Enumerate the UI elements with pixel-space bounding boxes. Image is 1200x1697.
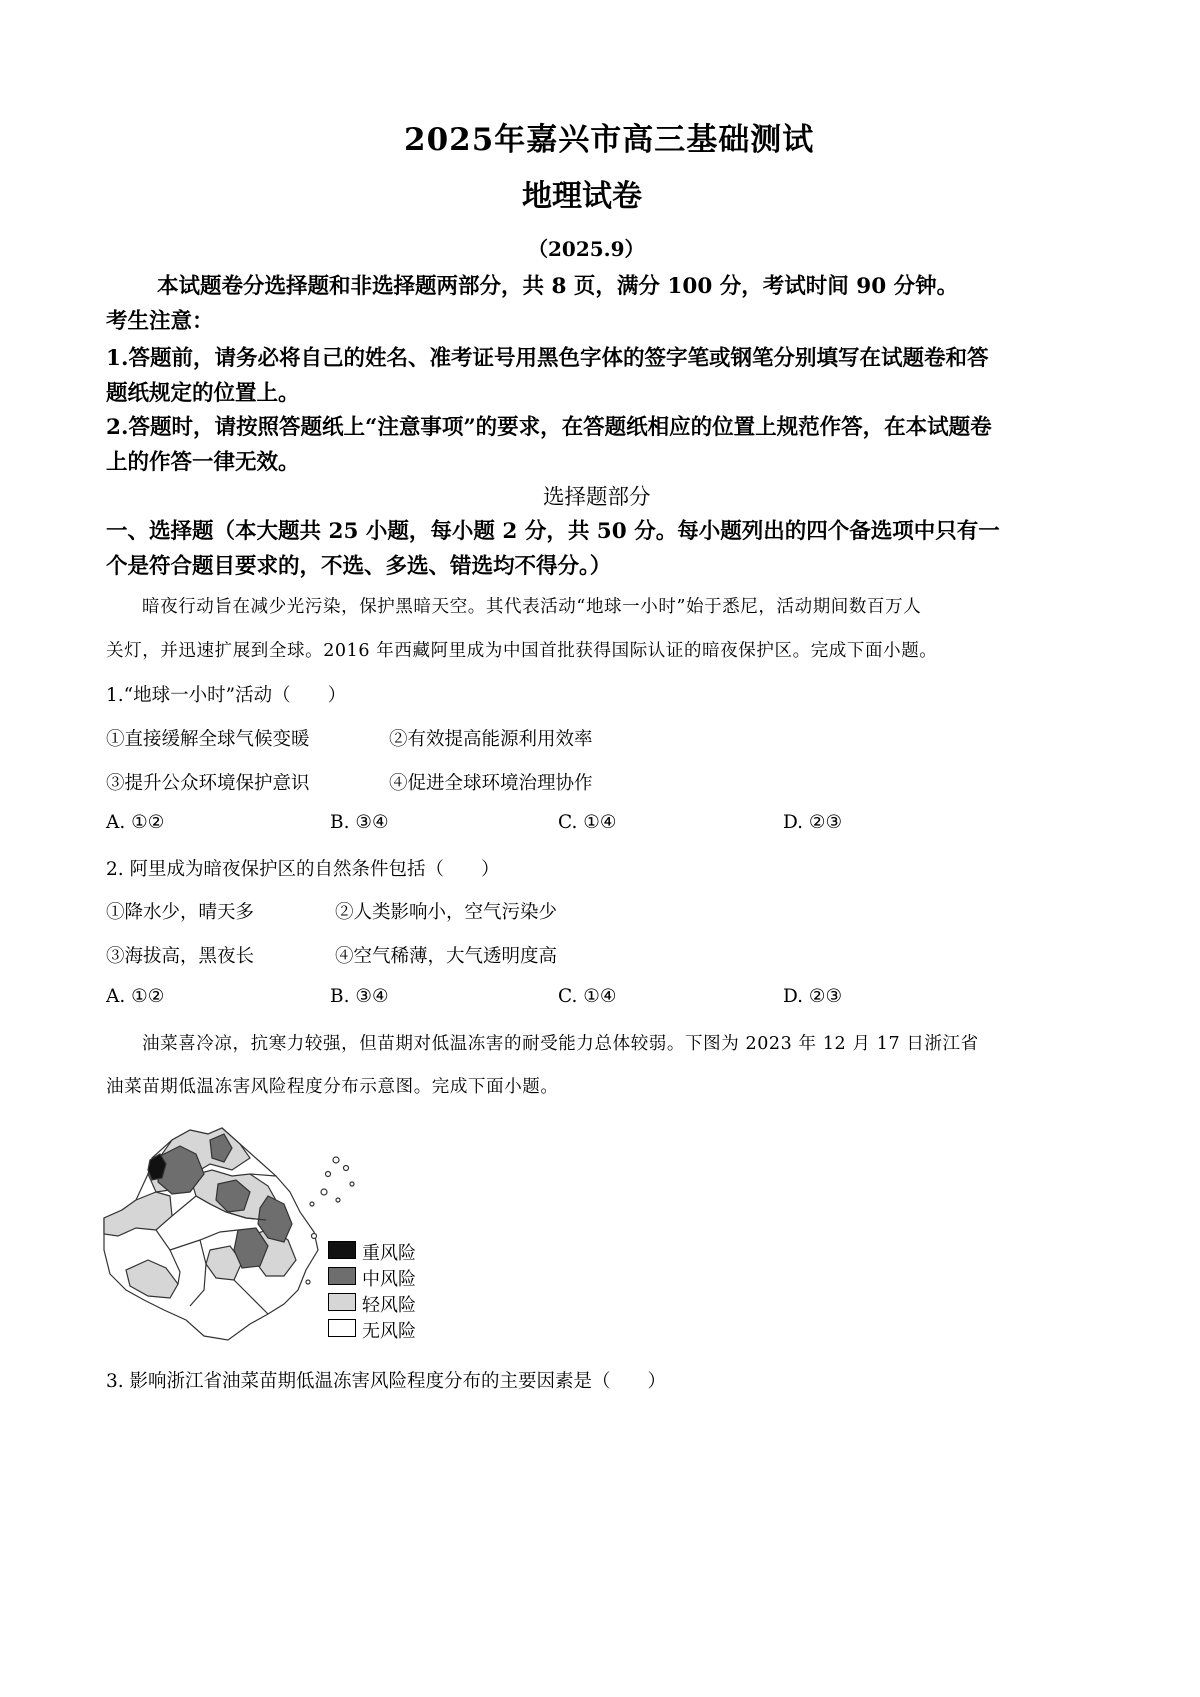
section-heading-line2: 个是符合题目要求的，不选、多选、错选均不得分。）	[106, 554, 612, 579]
q1-option-a: A. ①②	[106, 812, 165, 833]
map-island-2	[344, 1166, 349, 1171]
map-island-7	[336, 1198, 340, 1202]
q2-statement-2: ②人类影响小，空气污染少	[335, 902, 558, 923]
legend-label-heavy: 重风险	[362, 1243, 416, 1264]
map-island-5	[321, 1189, 327, 1195]
passage-1-line2: 关灯，并迅速扩展到全球。2016 年西藏阿里成为中国首批获得国际认证的暗夜保护区。完成下面小题。	[106, 641, 938, 661]
q1-option-d: D. ②③	[783, 812, 843, 833]
passage-2-line2: 油菜苗期低温冻害风险程度分布示意图。完成下面小题。	[106, 1077, 559, 1097]
map-island-3	[326, 1172, 331, 1177]
legend-swatch-medium	[328, 1267, 356, 1285]
q2-stem: 2. 阿里成为暗夜保护区的自然条件包括（ ）	[106, 859, 500, 880]
paper-info: 本试题卷分选择题和非选择题两部分，共 8 页，满分 100 分，考试时间 90 分钟。	[157, 274, 959, 299]
passage-1-line1: 暗夜行动旨在减少光污染，保护黑暗天空。其代表活动“地球一小时”始于悉尼，活动期间数百万人	[142, 597, 922, 617]
map-island-6	[310, 1202, 314, 1206]
subject-title: 地理试卷	[522, 179, 642, 214]
legend-label-light: 轻风险	[362, 1295, 416, 1316]
notice-1-line2: 题纸规定的位置上。	[106, 381, 300, 406]
q1-statement-3: ③提升公众环境保护意识	[106, 773, 310, 794]
passage-2-line1: 油菜喜冷凉，抗寒力较强，但苗期对低温冻害的耐受能力总体较弱。下图为 2023 年 12 月 17 日浙江省	[142, 1034, 979, 1054]
q1-statement-2: ②有效提高能源利用效率	[389, 729, 593, 750]
exam-title: 2025年嘉兴市高三基础测试	[404, 122, 815, 158]
map-island-8	[312, 1234, 317, 1239]
q1-stem: 1.“地球一小时”活动（ ）	[106, 685, 347, 706]
q2-statement-1: ①降水少，晴天多	[106, 902, 255, 923]
legend-label-none: 无风险	[362, 1321, 416, 1342]
map-island-1	[333, 1157, 339, 1163]
notice-label: 考生注意：	[106, 309, 214, 334]
section-heading-line1: 一、选择题（本大题共 25 小题，每小题 2 分，共 50 分。每小题列出的四个备选项中只有一	[106, 519, 1000, 544]
legend-label-medium: 中风险	[362, 1269, 416, 1290]
q3-stem: 3. 影响浙江省油菜苗期低温冻害风险程度分布的主要因素是（ ）	[106, 1371, 667, 1392]
q1-statement-1: ①直接缓解全球气候变暖	[106, 729, 310, 750]
q2-option-b: B. ③④	[330, 986, 389, 1007]
q2-option-a: A. ①②	[106, 986, 165, 1007]
legend-swatch-none	[328, 1319, 356, 1337]
legend-swatch-heavy	[328, 1241, 356, 1259]
legend-swatch-light	[328, 1293, 356, 1311]
notice-2-line1: 2.答题时，请按照答题纸上“注意事项”的要求，在答题纸相应的位置上规范作答，在本试题卷	[106, 415, 992, 440]
notice-2-line2: 上的作答一律无效。	[106, 450, 300, 475]
q2-option-c: C. ①④	[558, 986, 617, 1007]
q1-option-b: B. ③④	[330, 812, 389, 833]
q1-option-c: C. ①④	[558, 812, 617, 833]
exam-date: （2025.9）	[528, 237, 645, 261]
q2-option-d: D. ②③	[783, 986, 843, 1007]
q1-statement-4: ④促进全球环境治理协作	[389, 773, 593, 794]
q2-statement-4: ④空气稀薄，大气透明度高	[335, 946, 558, 967]
q2-statement-3: ③海拔高，黑夜长	[106, 946, 255, 967]
map-island-9	[306, 1280, 310, 1284]
notice-1-line1: 1.答题前，请务必将自己的姓名、准考证号用黑色字体的签字笔或钢笔分别填写在试题卷和答	[106, 346, 989, 371]
map-island-4	[350, 1182, 354, 1186]
part-title: 选择题部分	[543, 485, 651, 510]
